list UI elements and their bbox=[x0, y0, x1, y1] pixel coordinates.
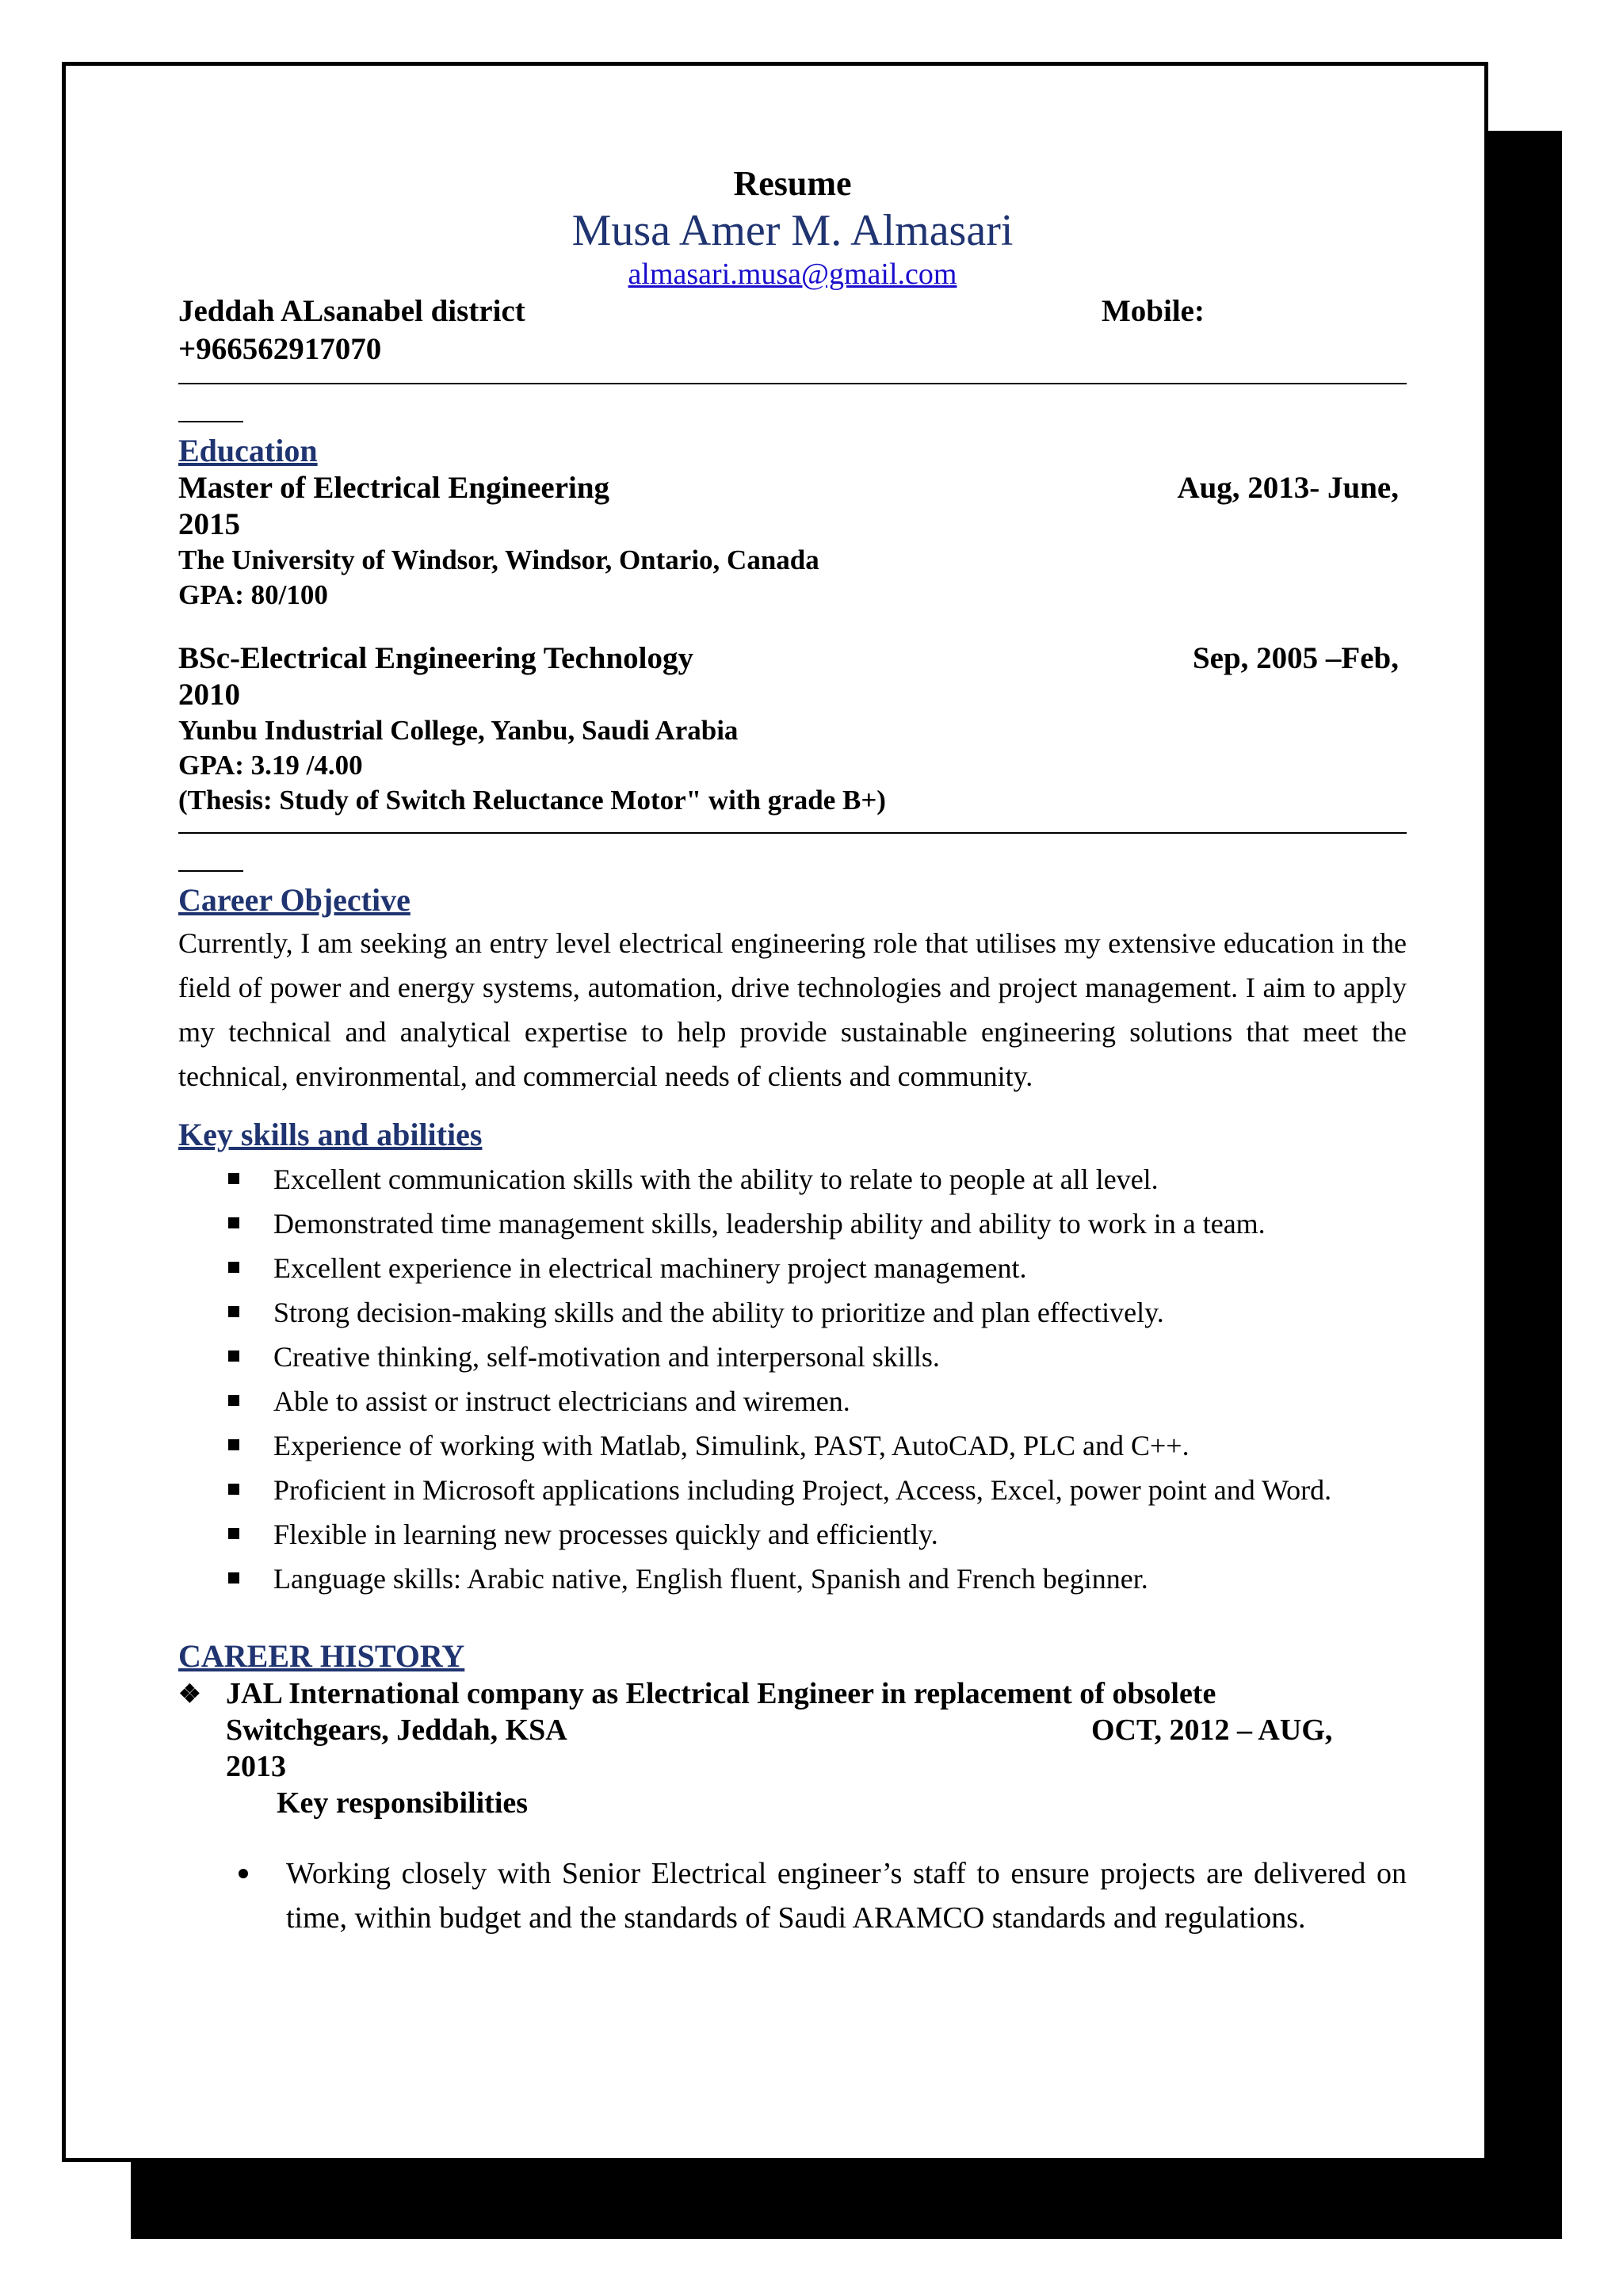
job-title: JAL International company as Electrical Engineer in replacement of obsolete bbox=[226, 1677, 1216, 1710]
responsibility-text: Working closely with Senior Electrical engineer’s staff to ensure projects are delivered on time, within budget and the standards of Saudi ARAMCO standards and regulations. bbox=[286, 1857, 1407, 1935]
skill-text: Proficient in Microsoft applications including Project, Access, Excel, power point and Word. bbox=[273, 1474, 1332, 1506]
skill-item bbox=[178, 1468, 1407, 1512]
degree-dates: Sep, 2005 –Feb, bbox=[1192, 641, 1399, 675]
skill-item bbox=[178, 1423, 1407, 1468]
responsibilities-heading: Key responsibilities bbox=[277, 1786, 529, 1820]
round-bullet-icon bbox=[239, 1869, 248, 1878]
job-dates-continued: 2013 bbox=[226, 1750, 286, 1783]
skill-item bbox=[178, 1557, 1407, 1601]
divider-line bbox=[178, 383, 1407, 384]
mobile-label: Mobile: bbox=[1102, 294, 1205, 328]
job-location: Switchgears, Jeddah, KSA bbox=[226, 1713, 567, 1747]
responsibilities-list bbox=[178, 1851, 1407, 1940]
skill-item bbox=[178, 1290, 1407, 1335]
square-bullet-icon bbox=[228, 1528, 239, 1539]
spacer bbox=[178, 613, 1407, 640]
skill-text: Language skills: Arabic native, English fluent, Spanish and French beginner. bbox=[273, 1563, 1148, 1595]
skill-item bbox=[178, 1512, 1407, 1557]
skill-item bbox=[178, 1201, 1407, 1246]
divider-tail bbox=[178, 421, 243, 422]
skills-list bbox=[178, 1157, 1407, 1601]
degree-row bbox=[178, 470, 1407, 506]
gpa: GPA: 80/100 bbox=[178, 579, 328, 610]
job-dates: OCT, 2012 – AUG, bbox=[1091, 1713, 1333, 1747]
skill-text: Creative thinking, self-motivation and interpersonal skills. bbox=[273, 1341, 940, 1373]
objective-text: Currently, I am seeking an entry level electrical engineering role that utilises my extensive education in the field of power and energy systems, automation, drive technologies and project management. I aim to apply my technical and analytical expertise to help provide sustainable engineering solutions that meet the technical, environmental, and commercial needs of clients and community. bbox=[178, 927, 1407, 1092]
square-bullet-icon bbox=[228, 1173, 239, 1184]
skills-heading: Key skills and abilities bbox=[178, 1117, 483, 1152]
square-bullet-icon bbox=[228, 1572, 239, 1584]
thesis: (Thesis: Study of Switch Reluctance Motor" with grade B+) bbox=[178, 785, 886, 816]
institution: The University of Windsor, Windsor, Ontario, Canada bbox=[178, 544, 819, 575]
skill-text: Demonstrated time management skills, leadership ability and ability to work in a team. bbox=[273, 1208, 1266, 1240]
education-entry bbox=[178, 470, 1407, 613]
education-entry bbox=[178, 640, 1407, 818]
skill-item bbox=[178, 1379, 1407, 1423]
degree-title: BSc-Electrical Engineering Technology bbox=[178, 641, 693, 675]
responsibility-item bbox=[178, 1851, 1407, 1940]
institution: Yunbu Industrial College, Yanbu, Saudi Arabia bbox=[178, 715, 739, 746]
skill-item bbox=[178, 1335, 1407, 1379]
skill-item bbox=[178, 1246, 1407, 1290]
square-bullet-icon bbox=[228, 1439, 239, 1450]
diamond-bullet-icon: ❖ bbox=[178, 1679, 201, 1708]
education-heading: Education bbox=[178, 433, 318, 468]
document-title: Resume bbox=[733, 164, 852, 203]
job-entry bbox=[178, 1675, 1407, 1785]
degree-row bbox=[178, 640, 1407, 677]
resume-content bbox=[178, 90, 1407, 1940]
square-bullet-icon bbox=[228, 1306, 239, 1317]
skill-text: Excellent communication skills with the ability to relate to people at all level. bbox=[273, 1163, 1159, 1195]
candidate-name: Musa Amer M. Almasari bbox=[571, 206, 1014, 255]
degree-title: Master of Electrical Engineering bbox=[178, 471, 610, 505]
skill-text: Strong decision-making skills and the ability to prioritize and plan effectively. bbox=[273, 1297, 1164, 1328]
career-heading: CAREER HISTORY bbox=[178, 1638, 465, 1674]
square-bullet-icon bbox=[228, 1262, 239, 1273]
degree-dates-continued: 2015 bbox=[178, 507, 240, 541]
contact-row bbox=[178, 292, 1407, 369]
email-link[interactable]: almasari.musa@gmail.com bbox=[628, 258, 957, 291]
square-bullet-icon bbox=[228, 1217, 239, 1228]
skill-text: Experience of working with Matlab, Simulink, PAST, AutoCAD, PLC and C++. bbox=[273, 1430, 1190, 1461]
objective-heading: Career Objective bbox=[178, 882, 411, 918]
skill-text: Able to assist or instruct electricians and wiremen. bbox=[273, 1385, 850, 1417]
mobile-number: +966562917070 bbox=[178, 332, 382, 366]
divider-tail bbox=[178, 870, 243, 872]
location-text: Jeddah ALsanabel district bbox=[178, 294, 525, 328]
gpa: GPA: 3.19 /4.00 bbox=[178, 750, 363, 781]
skill-text: Flexible in learning new processes quickly and efficiently. bbox=[273, 1519, 938, 1550]
square-bullet-icon bbox=[228, 1350, 239, 1362]
square-bullet-icon bbox=[228, 1484, 239, 1495]
degree-dates: Aug, 2013- June, bbox=[1177, 471, 1399, 505]
skill-text: Excellent experience in electrical machinery project management. bbox=[273, 1252, 1027, 1284]
divider-line bbox=[178, 832, 1407, 834]
degree-dates-continued: 2010 bbox=[178, 678, 240, 712]
square-bullet-icon bbox=[228, 1395, 239, 1406]
resume-page bbox=[62, 62, 1488, 2162]
skill-item bbox=[178, 1157, 1407, 1201]
